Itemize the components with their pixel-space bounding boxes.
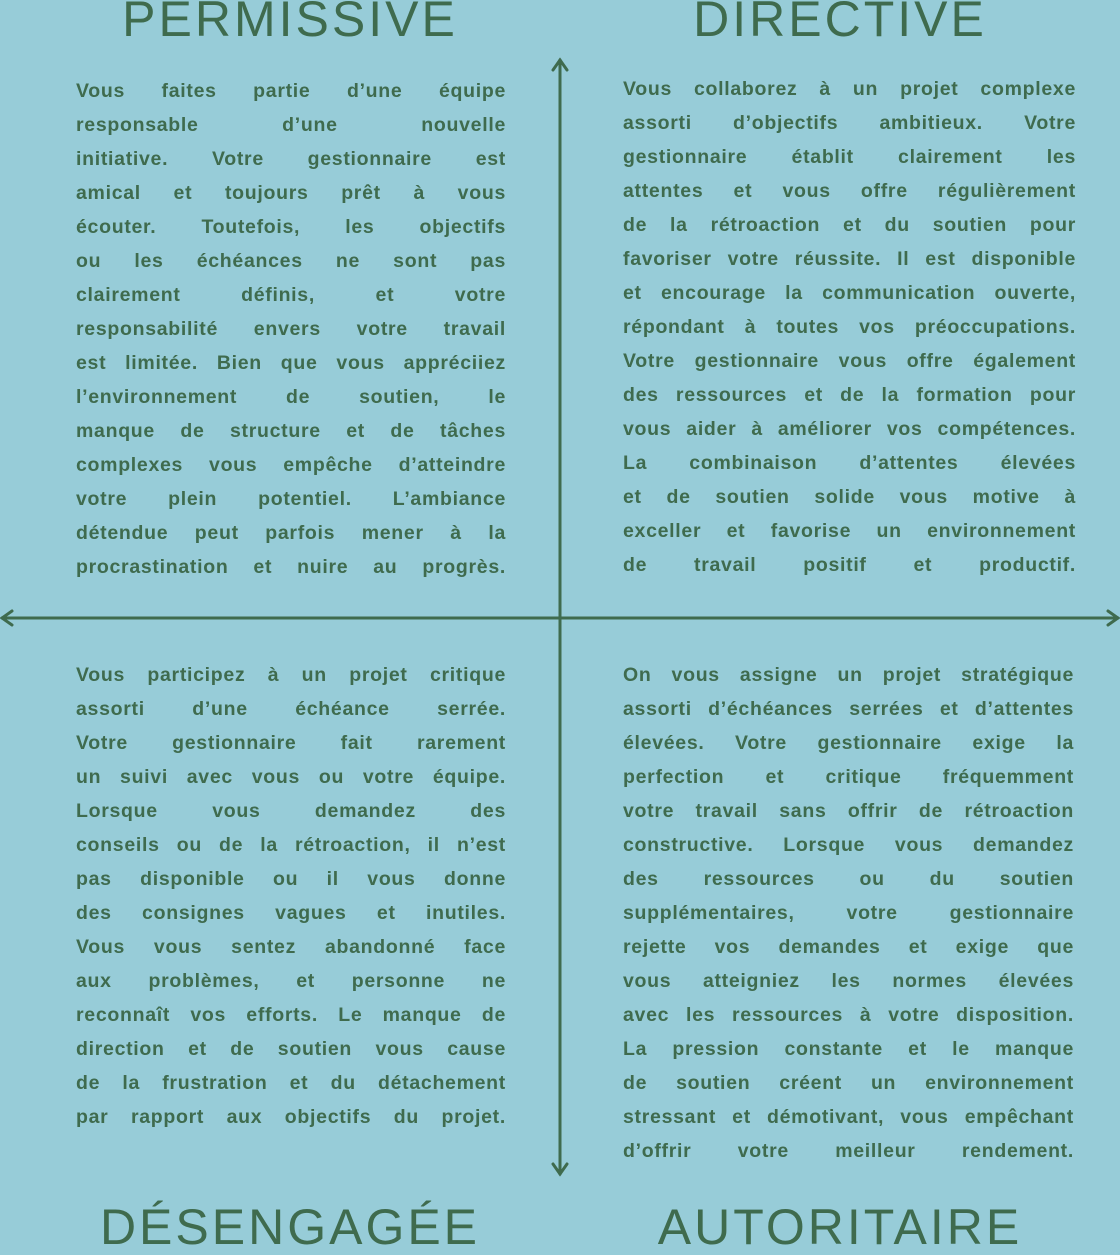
description-line: La combinaison d’attentes élevées	[623, 452, 1076, 474]
description-line: écouter. Toutefois, les objectifs	[76, 216, 506, 238]
description-line: stressant et démotivant, vous empêchant	[623, 1106, 1074, 1128]
description-line: Votre gestionnaire fait rarement	[76, 732, 506, 754]
description-line: Vous faites partie d’une équipe	[76, 80, 506, 102]
description-line: Vous collaborez à un projet complexe	[623, 78, 1076, 100]
description-line: d’offrir votre meilleur rendement.	[623, 1140, 1074, 1162]
description-line: avec les ressources à votre disposition.	[623, 1004, 1074, 1026]
description-line: assorti d’objectifs ambitieux. Votre	[623, 112, 1076, 134]
description-line: amical et toujours prêt à vous	[76, 182, 506, 204]
description-line: et encourage la communication ouverte,	[623, 282, 1076, 304]
description-line: votre plein potentiel. L’ambiance	[76, 488, 506, 510]
description-line: est limitée. Bien que vous appréciiez	[76, 352, 506, 374]
description-line: de la frustration et du détachement	[76, 1072, 506, 1094]
quadrant-title-directive: DIRECTIVE	[693, 0, 987, 47]
description-line: pas disponible ou il vous donne	[76, 868, 506, 890]
description-line: de la rétroaction et du soutien pour	[623, 214, 1076, 236]
description-line: exceller et favorise un environnement	[623, 520, 1076, 542]
description-line: vous atteigniez les normes élevées	[623, 970, 1074, 992]
description-line: manque de structure et de tâches	[76, 420, 506, 442]
desengagee-description	[76, 658, 506, 1134]
description-line: assorti d’échéances serrées et d’attentes	[623, 698, 1074, 720]
quadrant-title-autoritaire: AUTORITAIRE	[657, 1199, 1023, 1255]
quadrant-title-permissive: PERMISSIVE	[122, 0, 458, 47]
description-line: ou les échéances ne sont pas	[76, 250, 506, 272]
description-line: l’environnement de soutien, le	[76, 386, 506, 408]
description-line: responsable d’une nouvelle	[76, 114, 506, 136]
description-line: perfection et critique fréquemment	[623, 766, 1074, 788]
description-line: et de soutien solide vous motive à	[623, 486, 1076, 508]
description-line: des ressources et de la formation pour	[623, 384, 1076, 406]
description-line: élevées. Votre gestionnaire exige la	[623, 732, 1074, 754]
description-line: détendue peut parfois mener à la	[76, 522, 506, 544]
description-line: répondant à toutes vos préoccupations.	[623, 316, 1076, 338]
description-line: La pression constante et le manque	[623, 1038, 1074, 1060]
description-line: des ressources ou du soutien	[623, 868, 1074, 890]
description-line: vous aider à améliorer vos compétences.	[623, 418, 1076, 440]
description-line: procrastination et nuire au progrès.	[76, 556, 506, 578]
description-line: des consignes vagues et inutiles.	[76, 902, 506, 924]
description-line: complexes vous empêche d’atteindre	[76, 454, 506, 476]
description-line: direction et de soutien vous cause	[76, 1038, 506, 1060]
description-line: clairement définis, et votre	[76, 284, 506, 306]
permissive-description	[76, 74, 506, 584]
description-line: attentes et vous offre régulièrement	[623, 180, 1076, 202]
description-line: conseils ou de la rétroaction, il n’est	[76, 834, 506, 856]
autoritaire-description	[623, 658, 1074, 1168]
description-line: de soutien créent un environnement	[623, 1072, 1074, 1094]
description-line: votre travail sans offrir de rétroaction	[623, 800, 1074, 822]
description-line: Votre gestionnaire vous offre également	[623, 350, 1076, 372]
directive-description	[623, 72, 1076, 582]
quadrant-title-desengagee: DÉSENGAGÉE	[99, 1199, 481, 1255]
description-line: initiative. Votre gestionnaire est	[76, 148, 506, 170]
description-line: reconnaît vos efforts. Le manque de	[76, 1004, 506, 1026]
description-line: assorti d’une échéance serrée.	[76, 698, 506, 720]
description-line: favoriser votre réussite. Il est disponible	[623, 248, 1076, 270]
description-line: par rapport aux objectifs du projet.	[76, 1106, 506, 1128]
description-line: Vous participez à un projet critique	[76, 664, 506, 686]
description-line: rejette vos demandes et exige que	[623, 936, 1074, 958]
description-line: gestionnaire établit clairement les	[623, 146, 1076, 168]
description-line: On vous assigne un projet stratégique	[623, 664, 1074, 686]
description-line: un suivi avec vous ou votre équipe.	[76, 766, 506, 788]
description-line: Vous vous sentez abandonné face	[76, 936, 506, 958]
description-line: constructive. Lorsque vous demandez	[623, 834, 1074, 856]
description-line: supplémentaires, votre gestionnaire	[623, 902, 1074, 924]
description-line: aux problèmes, et personne ne	[76, 970, 506, 992]
description-line: de travail positif et productif.	[623, 554, 1076, 576]
description-line: Lorsque vous demandez des	[76, 800, 506, 822]
description-line: responsabilité envers votre travail	[76, 318, 506, 340]
